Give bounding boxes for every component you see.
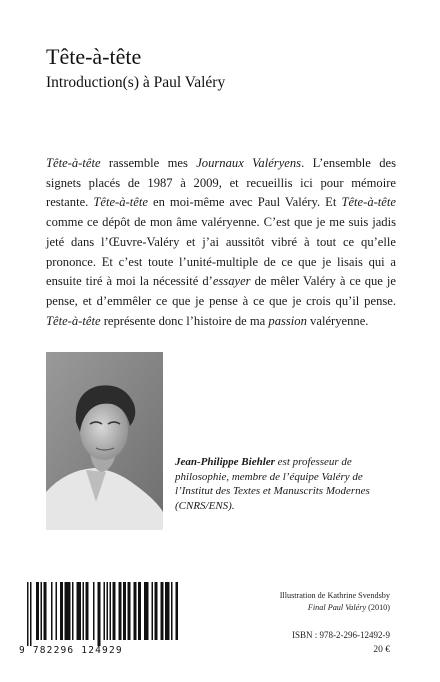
blurb-text: de mêler Valéry à ce que je pense, et d’emmêler ce que je pense à ce que je crois qu’il pense. [46, 274, 396, 308]
barcode-bar [128, 582, 130, 640]
blurb-text: en moi-même avec Paul Valéry. Et [147, 195, 342, 210]
blurb-italic-text: Tête-à-tête [341, 195, 396, 210]
back-cover-blurb [46, 154, 396, 331]
blurb-text: valéryenne. [306, 313, 369, 328]
barcode-bar [156, 582, 158, 640]
barcode-bar [177, 582, 178, 640]
barcode-bar [38, 582, 40, 640]
barcode-bar [120, 582, 122, 640]
barcode-bar [171, 582, 173, 640]
barcode-bar [77, 582, 79, 640]
barcode-bar [129, 582, 131, 640]
credit-work-title: Final Paul Valéry [307, 603, 367, 612]
illustration-credit [150, 590, 390, 614]
barcode-bar [135, 582, 137, 640]
barcode-bar [98, 582, 100, 646]
blurb-italic-text: Tête-à-tête [93, 195, 148, 210]
barcode-bar [27, 582, 29, 646]
blurb-text: . L’ensemble des signets placés de 1987 à 2009, et recueillis ici pour mémoire restante. [46, 156, 396, 210]
author-bio-text: est professeur de philosophie, membre de l’équipe Valéry de l’Institut des Textes et Manuscrits Modernes (CNRS/ENS). [175, 456, 370, 512]
barcode-bar [45, 582, 47, 640]
barcode-bar [144, 582, 146, 640]
barcode-bar [138, 582, 140, 640]
barcode-bar [30, 582, 32, 646]
barcode-bar [107, 582, 109, 640]
isbn-barcode [18, 582, 178, 646]
barcode-bar [51, 582, 53, 640]
author-name: Jean-Philippe Biehler [175, 456, 275, 468]
blurb-text: représente donc l’histoire de ma [100, 313, 269, 328]
barcode-bar [146, 582, 148, 640]
blurb-italic-text: Journaux Valéryens [196, 156, 302, 170]
barcode-digits: 9 782296 124929 [19, 645, 123, 656]
credit-year: (2010) [366, 603, 390, 612]
barcode-bar [99, 582, 101, 646]
barcode-bar [86, 582, 88, 640]
barcode-bar [36, 582, 38, 640]
barcode-bar [119, 582, 121, 640]
barcode-bar [125, 582, 127, 640]
barcode-bar [162, 582, 164, 640]
barcode-bar [161, 582, 163, 640]
barcode-bar [113, 582, 115, 640]
barcode-bar [167, 582, 169, 640]
barcode-bar [87, 582, 89, 640]
barcode-bar [68, 582, 70, 640]
barcode-bar [114, 582, 116, 640]
barcode-bar [83, 582, 85, 640]
blurb-italic-text: essayer [212, 274, 251, 289]
barcode-bar [66, 582, 68, 640]
credit-line: Illustration de Kathrine Svendsby [279, 591, 390, 600]
barcode-bar [65, 582, 67, 640]
price: 20 € [373, 645, 390, 655]
barcode-bar [69, 582, 71, 640]
barcode-bar [78, 582, 80, 640]
barcode-bar [134, 582, 136, 640]
barcode-bar [56, 582, 58, 640]
barcode-bar [140, 582, 142, 640]
barcode-bar [72, 582, 74, 640]
barcode-bar [41, 582, 43, 640]
barcode-bar [165, 582, 167, 640]
barcode-bar [104, 582, 106, 640]
blurb-italic-text: Tête-à-tête [46, 156, 101, 170]
barcode-bar [80, 582, 82, 640]
blurb-text: rassemble mes [100, 156, 197, 170]
book-title: Tête-à-tête [46, 44, 142, 69]
isbn-number: ISBN : 978-2-296-12492-9 [292, 630, 390, 640]
barcode-bar [168, 582, 170, 640]
barcode-bar [176, 582, 178, 640]
book-subtitle: Introduction(s) à Paul Valéry [46, 74, 226, 91]
blurb-italic-text: Tête-à-tête [46, 313, 101, 328]
blurb-italic-text: passion [268, 313, 307, 328]
barcode-bar [110, 582, 112, 640]
barcode-bar [147, 582, 149, 640]
barcode-bar [152, 582, 154, 640]
barcode-bar [44, 582, 46, 640]
barcode-bar [155, 582, 157, 640]
blurb-text: comme ce dépôt de mon âme valéryenne. C’est que je me suis jadis jeté dans l’Œuvre-Valéry et j’ai aussitôt vibré à tout ce qu’elle prononce. Et c’est toute l’unité-multiple de ce que je lisais qui a ensuite tiré à moi la nécessité d’ [46, 215, 396, 289]
barcode-bar [93, 582, 95, 640]
barcode-bar [123, 582, 125, 640]
barcode-bar [60, 582, 62, 640]
author-bio [175, 455, 397, 513]
barcode-bar [62, 582, 64, 640]
author-photo [46, 352, 163, 530]
